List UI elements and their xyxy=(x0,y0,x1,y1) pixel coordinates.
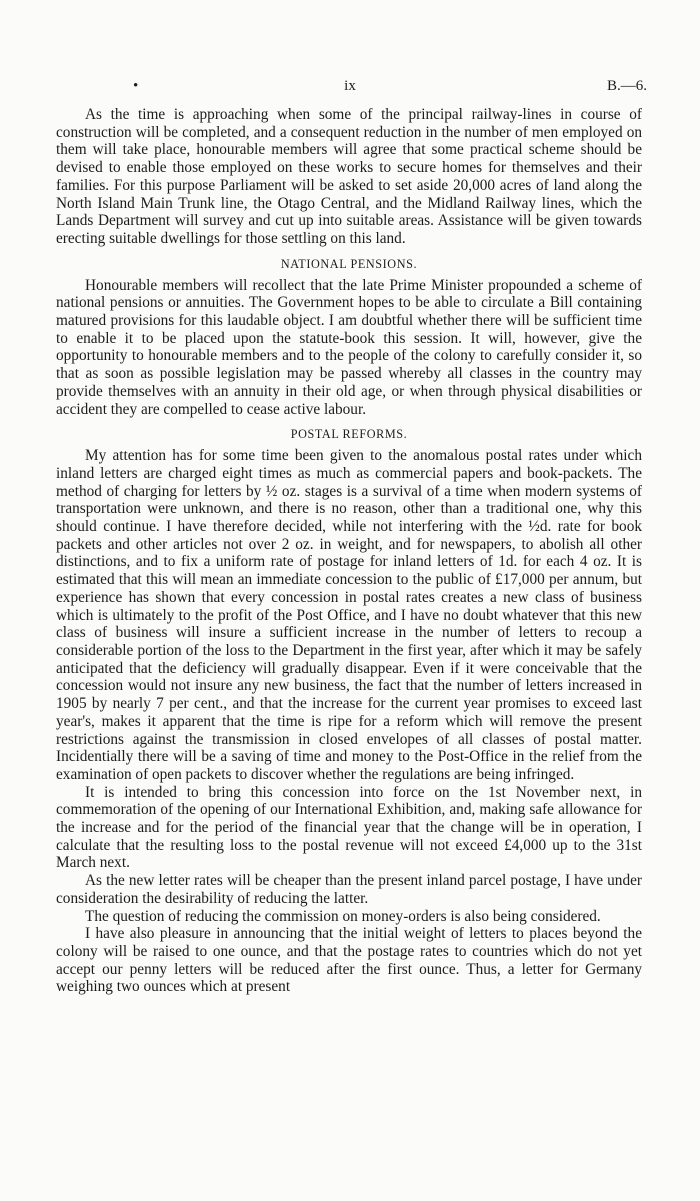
paragraph-postal-concession-date: It is intended to bring this concession into force on the 1st November next, in commemoration of the opening of our International Exhibition, and, making safe allowance for the increase and for the period of the financial year that the change will be in operation, I calculate that the resulting loss to the postal revenue will not exceed £4,000 up to the 31st March next. xyxy=(56,783,642,872)
paragraph-national-pensions: Honourable members will recollect that the late Prime Minister propounded a scheme of national pensions or annuities. The Government hopes to be able to circulate a Bill containing matured provisions for this laudable object. I am doubtful whether there will be sufficient time to enable it to be placed upon the statute-book this session. It will, however, give the opportunity to honourable members and to the people of the colony to carefully consider it, so that as soon as possible legislation may be passed whereby all classes in the country may provide themselves with an annuity in their old age, or when through physical disabilities or accident they are compelled to cease active labour. xyxy=(56,276,642,418)
document-reference: B.—6. xyxy=(606,78,647,94)
section-heading-national-pensions: NATIONAL PENSIONS. xyxy=(280,256,418,271)
page-header xyxy=(0,78,700,98)
paragraph-parcel-postage: As the new letter rates will be cheaper than the present inland parcel postage, I have under consideration the desirability of reducing the latter. xyxy=(56,872,642,907)
paragraph-money-orders: The question of reducing the commission on money-orders is also being considered. xyxy=(85,907,601,925)
section-heading-postal-reforms: POSTAL REFORMS. xyxy=(290,427,408,442)
paragraph-postal-rates: My attention has for some time been given to the anomalous postal rates under which inland letters are charged eight times as much as commercial papers and book-packets. The method of charging for letters by ½ oz. stages is a survival of a time when modern systems of transportation were unknown, and there is no reason, other than a traditional one, why this should continue. I have therefore decided, while not interfering with the ½d. rate for book packets and other articles not over 2 oz. in weight, and for newspapers, to abolish all other distinctions, and to fix a uniform rate of postage for inland letters of 1d. for each 4 oz. It is estimated that this will mean an immediate concession to the public of £17,000 per annum, but experience has shown that every concession in postal rates creates a new class of business which is ultimately to the profit of the Post Office, and I have no doubt whatever that this new class of business will insure a sufficient increase in the number of letters to recoup a considerable portion of the loss to the Department in the first year, after which it may be safely anticipated that the deficiency will gradually disappear. Even if it were conceivable that the concession would not insure any new business, the fact that the number of letters increased in 1905 by nearly 7 per cent., and that the increase for the current year promises to exceed last year's, makes it apparent that the time is ripe for a reform which will remove the present restrictions against the transmission in closed envelopes of all classes of postal matter. Incidentially there will be a saving of time and money to the Post-Office in the relief from the examination of open packets to discover whether the regulations are being infringed. xyxy=(56,447,642,783)
paragraph-railway-settlement: As the time is approaching when some of the principal railway-lines in course of construction will be completed, and a consequent reduction in the number of men employed on them will take place, honourable members will agree that some practical scheme should be devised to enable those employed on these works to secure homes for themselves and their families. For this purpose Parliament will be asked to set aside 20,000 acres of land along the North Island Main Trunk line, the Otago Central, and the Midland Railway lines, which the Lands Department will survey and cut up into suitable areas. Assistance will be given towards erecting suitable dwellings for those settling on this land. xyxy=(56,106,642,247)
paragraph-overseas-letters: I have also pleasure in announcing that the initial weight of letters to places beyond the colony will be raised to one ounce, and that the postage rates to countries which do not yet accept our penny letters will be reduced after the first ounce. Thus, a letter for Germany weighing two ounces which at present xyxy=(56,925,642,996)
page-number: ix xyxy=(344,78,356,94)
document-body xyxy=(56,106,642,996)
header-mark: • xyxy=(133,78,139,94)
